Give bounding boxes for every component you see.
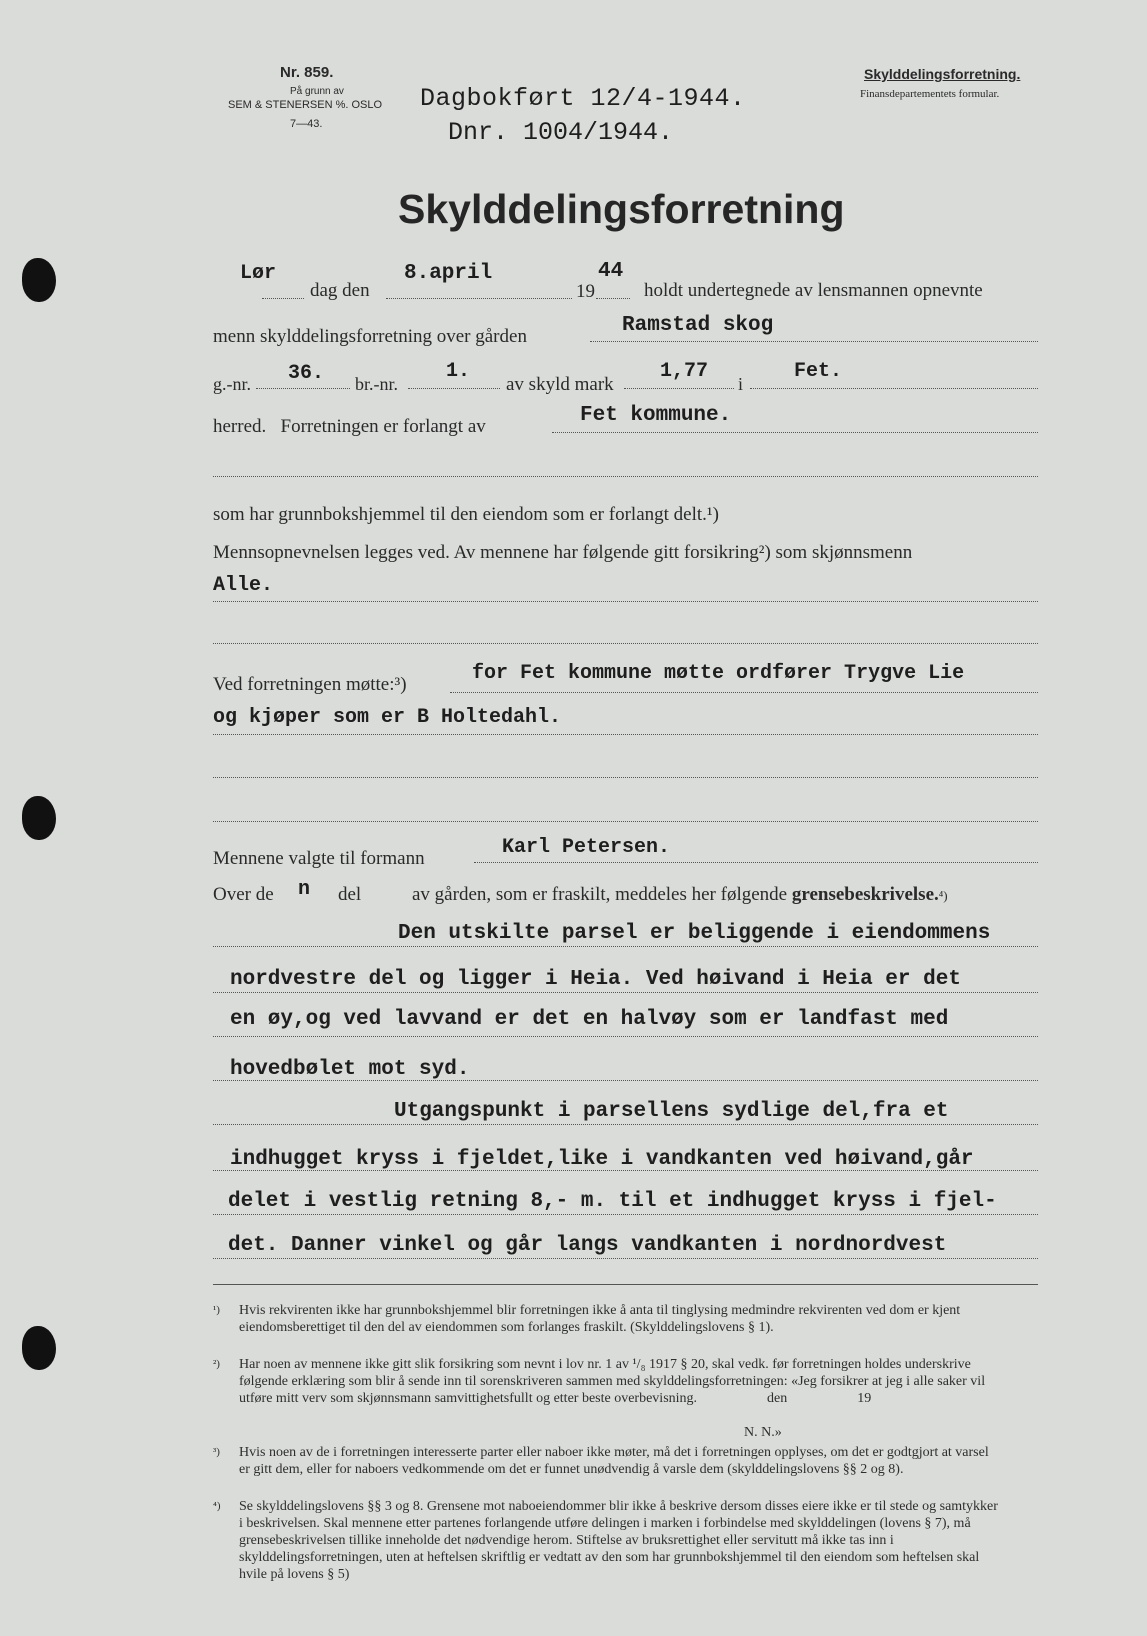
dag-den-label: dag den xyxy=(310,280,370,301)
insurance-value: Alle. xyxy=(213,574,274,597)
footnote-1-text: Hvis rekvirenten ikke har grunnbokshjemmel blir forretningen ikke å anta til tinglysing medmindre rekvirenten ved dom er kjent eiendomsberettiget til den del av eiendommen som forlanges fraskilt. (Skylddelingslovens § 1). xyxy=(239,1303,961,1335)
punch-hole-top xyxy=(22,258,56,302)
footnote-ref-4: ⁴) xyxy=(938,888,948,903)
register-number: Dnr. 1004/1944. xyxy=(448,118,674,147)
form-origin: Finansdepartementets formular. xyxy=(860,88,1000,100)
description-line-5: Utgangspunkt i parsellens sydlige del,fra et xyxy=(394,1100,949,1123)
attendees-value: for Fet kommune møtte ordfører Trygve Lie xyxy=(472,662,965,685)
printer-line2: SEM & STENERSEN %. OSLO xyxy=(228,99,383,111)
footnote-1-number: ¹) xyxy=(213,1304,220,1316)
weekday-value: Lør xyxy=(240,262,277,285)
gnr-value: 36. xyxy=(288,362,325,385)
parcel-line-c xyxy=(412,884,948,906)
skyld-label: av skyld mark xyxy=(506,374,614,395)
footnote-2-signature xyxy=(744,1424,782,1441)
attendees-label: Ved forretningen møtte:³) xyxy=(213,674,407,695)
description-line-2: nordvestre del og ligger i Heia. Ved høivand i Heia er det xyxy=(230,968,961,991)
parcel-line-a: Over de xyxy=(213,884,274,905)
footnote-separator xyxy=(213,1284,1038,1285)
description-line-7: delet i vestlig retning 8,- m. til et indhugget kryss i fjel- xyxy=(228,1190,997,1213)
footnote-2 xyxy=(213,1356,999,1407)
punch-hole-middle xyxy=(22,796,56,840)
parcel-fraction: n xyxy=(298,878,311,901)
line1-tail: holdt undertegnede av lensmannen opnevnte xyxy=(644,280,983,301)
date-value: 8.april xyxy=(404,262,493,285)
description-line-1: Den utskilte parsel er beliggende i eiendommens xyxy=(398,922,991,945)
punch-hole-bottom xyxy=(22,1326,56,1370)
bnr-label: br.-nr. xyxy=(355,374,398,394)
footnote-3 xyxy=(213,1444,999,1478)
boundary-heading: grensebeskrivelse. xyxy=(791,884,939,905)
chairman-label: Mennene valgte til formann xyxy=(213,848,425,869)
footnote-2-signature-text: N. N.» xyxy=(744,1425,782,1440)
footnote-2-text: Har noen av mennene ikke gitt slik forsikring som nevnt i lov nr. 1 av ¹/₈ 1917 § 20, skal vedk. før forretningen holdes underskrive følgende erklæring som blir å sende inn til sorenskriveren sammen med skylddelingsforretningen: «Jeg forsikrer at jeg i alle saker vil utføre mitt verv som skjønnsmann samvittighetsfullt og etter beste overbevisning. den 19 xyxy=(239,1357,989,1406)
farm-value: Ramstad skog xyxy=(622,314,774,337)
printer-date: 7—43. xyxy=(290,118,323,130)
footnote-4 xyxy=(213,1498,999,1583)
year-value: 44 xyxy=(598,260,624,283)
grunnbok-line: som har grunnbokshjemmel til den eiendom som er forlangt delt.¹) xyxy=(213,504,719,525)
description-line-6: indhugget kryss i fjeldet,like i vandkanten ved høivand,går xyxy=(230,1148,974,1171)
attendees-value2: og kjøper som er B Holtedahl. xyxy=(213,706,562,729)
description-line-4: hovedbølet mot syd. xyxy=(230,1058,470,1081)
insurance-line: Mennsopnevnelsen legges ved. Av mennene har følgende gitt forsikring²) som skjønnsmenn xyxy=(213,542,913,563)
requester-value: Fet kommune. xyxy=(580,404,732,427)
requester-label: herred. Forretningen er forlangt av xyxy=(213,416,486,437)
parcel-line-c-text: av gården, som er fraskilt, meddeles her følgende xyxy=(412,884,788,905)
bnr-value: 1. xyxy=(446,360,471,383)
chairman-value: Karl Petersen. xyxy=(502,836,671,859)
footnote-4-text: Se skylddelingslovens §§ 3 og 8. Grensene mot naboeiendommer blir ikke å beskrive dersom disses eiere ikke er til stede og samtykker i beskrivelsen. Skal mennene etter partenes forlangende utføre delingen i marken i forbindelse med skylddelingen (lovens § 7), må grensebeskrivelsen tillike inneholde det nødvendige herom. Stiftelse av bruksrettighet eller servitutt må ikke tas inn i skylddelingsforretningen, uten at heftelsen skriftlig er vedtatt av den som har grunnbokshjemmel til den eiendom som heftelsen skal hvile på lovens § 5) xyxy=(239,1499,998,1582)
form-type: Skylddelingsforretning. xyxy=(864,66,1021,82)
farm-label: menn skylddelingsforretning over gården xyxy=(213,326,527,347)
herred-value: Fet. xyxy=(794,360,843,383)
parcel-line-b: del xyxy=(338,884,362,905)
description-line-8: det. Danner vinkel og går langs vandkanten i nordnordvest xyxy=(228,1234,947,1257)
footnote-2-number: ²) xyxy=(213,1358,220,1370)
year-prefix: 19 xyxy=(576,281,595,302)
footnote-4-number: ⁴) xyxy=(213,1500,221,1512)
gnr-label: g.-nr. xyxy=(213,374,251,394)
description-line-3: en øy,og ved lavvand er det en halvøy som er landfast med xyxy=(230,1008,949,1031)
printer-line1: På grunn av xyxy=(290,86,344,97)
footnote-3-text: Hvis noen av de i forretningen interesserte parter eller naboer ikke møter, må det i forretningen opplyses, om det er godtgjort at varsel er gitt dem, eller for naboers vedkommende om det er funnet unødvendig å varsle dem (skylddelingslovens §§ 2 og 8). xyxy=(239,1445,989,1477)
i-label: i xyxy=(738,374,744,394)
journal-entry: Dagbokført 12/4-1944. xyxy=(420,84,746,113)
page-title: Skylddelingsforretning xyxy=(398,186,845,232)
footnote-1 xyxy=(213,1302,999,1336)
footnote-3-number: ³) xyxy=(213,1446,220,1458)
form-number: Nr. 859. xyxy=(280,64,334,81)
skyld-value: 1,77 xyxy=(660,360,709,383)
